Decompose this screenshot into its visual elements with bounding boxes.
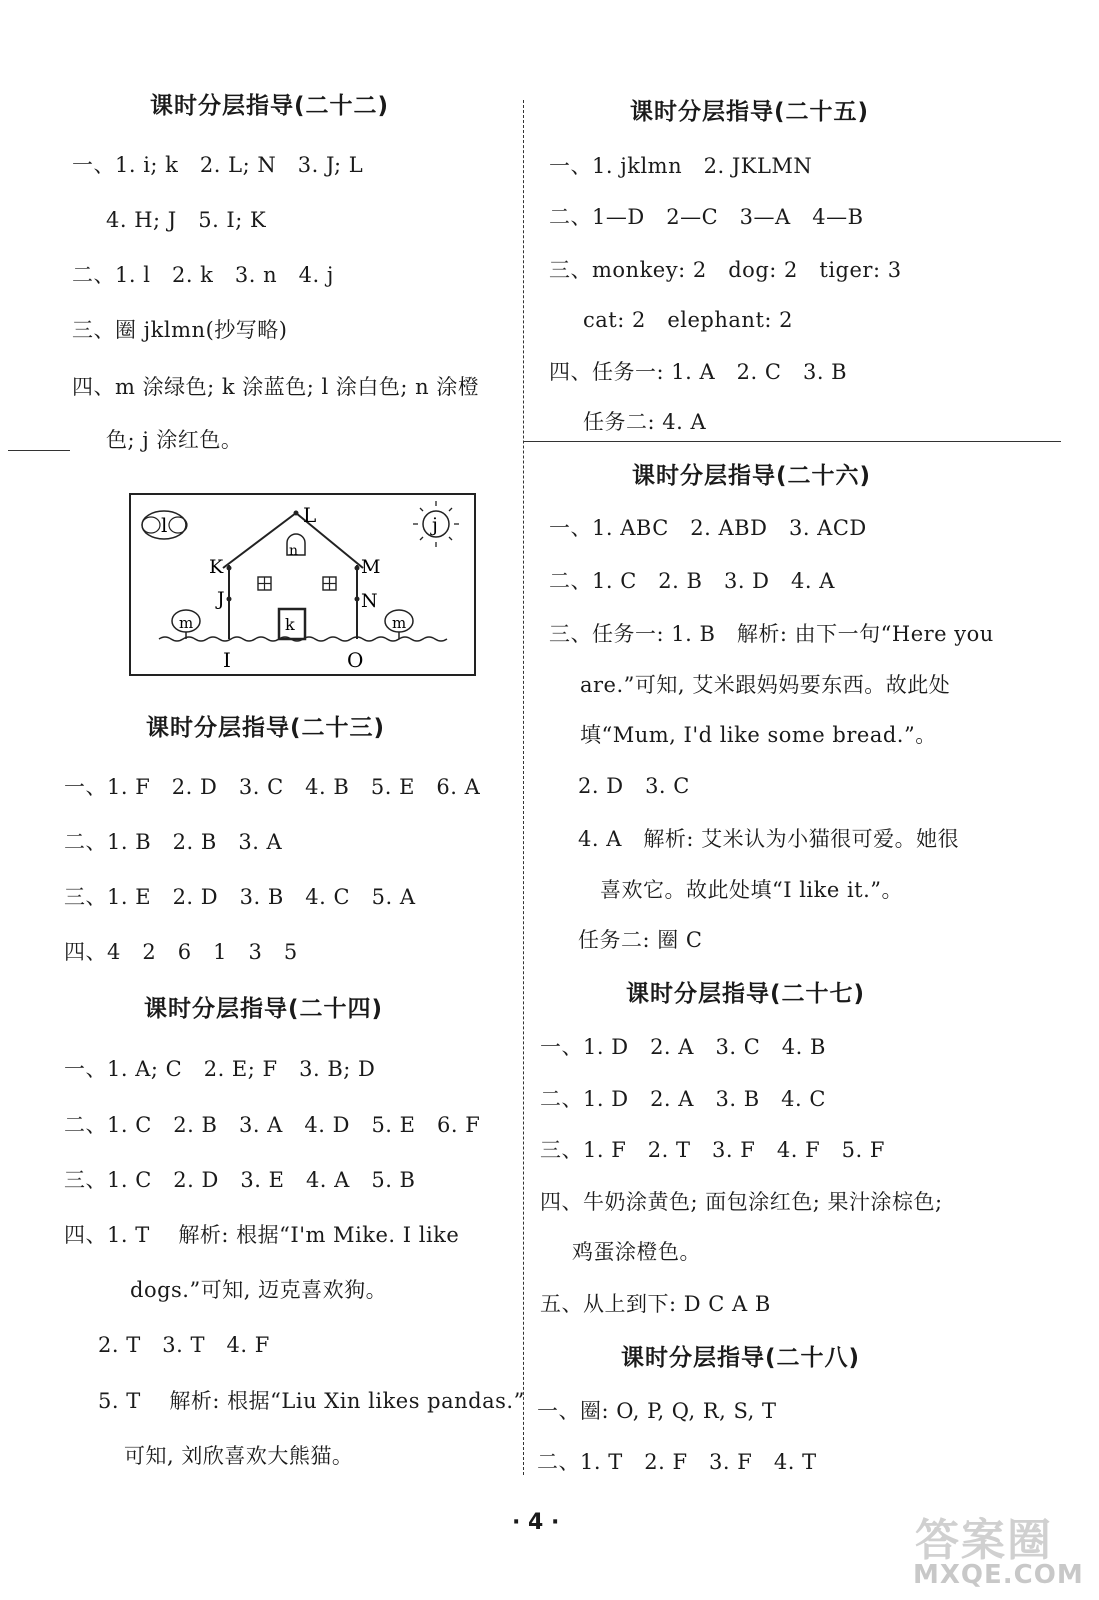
- tree-right-icon: [385, 610, 413, 639]
- label-bottom-right: O: [347, 648, 364, 672]
- answer-line: cat: 2 elephant: 2: [583, 308, 793, 332]
- house-illustration: [129, 493, 476, 676]
- answer-line: 二、1—D 2—C 3—A 4—B: [549, 205, 864, 229]
- answer-line: 一、1. A; C 2. E; F 3. B; D: [64, 1057, 376, 1081]
- answer-line: are.”可知, 艾米跟妈妈要东西。故此处: [580, 673, 951, 697]
- answer-line: 四、牛奶涂黄色; 面包涂红色; 果汁涂棕色;: [540, 1190, 943, 1214]
- section-title-27: 课时分层指导(二十七): [626, 981, 866, 1007]
- answer-line: 三、圈 jklmn(抄写略): [72, 318, 288, 342]
- answer-line: 一、1. i; k 2. L; N 3. J; L: [72, 153, 364, 177]
- site-watermark: [909, 1504, 1089, 1594]
- answer-line: 四、m 涂绿色; k 涂蓝色; l 涂白色; n 涂橙: [72, 375, 480, 399]
- label-left-lower: J: [217, 588, 225, 610]
- section-title-28: 课时分层指导(二十八): [621, 1345, 861, 1371]
- answer-line: 三、任务一: 1. B 解析: 由下一句“Here you: [549, 622, 994, 646]
- label-right-upper: M: [361, 556, 381, 578]
- watermark-url: MXQE.COM: [913, 1560, 1084, 1590]
- page-number: · 4 ·: [512, 1510, 560, 1535]
- section-title-26: 课时分层指导(二十六): [632, 463, 872, 489]
- answer-line: 4. H; J 5. I; K: [106, 208, 267, 232]
- answer-line: 二、1. l 2. k 3. n 4. j: [72, 263, 334, 287]
- ground-line: [159, 637, 447, 641]
- answer-line: 4. A 解析: 艾米认为小猫很可爱。她很: [578, 827, 960, 851]
- answer-line: 任务二: 圈 C: [578, 928, 703, 952]
- answer-line: 鸡蛋涂橙色。: [572, 1240, 701, 1264]
- label-right-lower: N: [361, 590, 378, 612]
- answer-line: 四、1. T 解析: 根据“I'm Mike. I like: [64, 1223, 460, 1247]
- answer-line: 任务二: 4. A: [583, 410, 707, 434]
- section-title-25: 课时分层指导(二十五): [630, 99, 870, 125]
- answer-line: 色; j 涂红色。: [106, 428, 243, 452]
- label-top: L: [303, 503, 317, 527]
- answer-line: 一、1. D 2. A 3. C 4. B: [540, 1035, 826, 1059]
- column-divider: [523, 100, 524, 1475]
- answer-line: 一、1. ABC 2. ABD 3. ACD: [549, 516, 867, 540]
- answer-line: 喜欢它。故此处填“I like it.”。: [600, 878, 904, 902]
- answer-line: 四、任务一: 1. A 2. C 3. B: [549, 360, 848, 384]
- watermark-logo: 答案圈: [915, 1515, 1053, 1566]
- answer-line: 三、1. E 2. D 3. B 4. C 5. A: [64, 885, 416, 909]
- section-title-24: 课时分层指导(二十四): [144, 996, 384, 1022]
- answer-line: 填“Mum, I'd like some bread.”。: [580, 723, 937, 747]
- answer-line: 一、圈: O, P, Q, R, S, T: [537, 1399, 777, 1423]
- answer-line: 2. D 3. C: [578, 774, 690, 798]
- section-title-23: 课时分层指导(二十三): [146, 715, 386, 741]
- answer-line: 可知, 刘欣喜欢大熊猫。: [124, 1444, 354, 1468]
- door-letter: k: [285, 615, 295, 634]
- cloud-letter: l: [161, 513, 168, 537]
- answer-line: 二、1. T 2. F 3. F 4. T: [537, 1450, 817, 1474]
- right-section-rule: [523, 441, 1061, 442]
- answer-line: 二、1. C 2. B 3. D 4. A: [549, 569, 835, 593]
- sun-icon: [413, 501, 459, 547]
- tree-right-letter: m: [392, 614, 407, 632]
- tree-left-letter: m: [179, 614, 194, 632]
- cloud-icon: [142, 511, 187, 539]
- answer-line: dogs.”可知, 迈克喜欢狗。: [130, 1278, 388, 1302]
- answer-line: 二、1. D 2. A 3. B 4. C: [540, 1087, 826, 1111]
- window-letter: n: [289, 543, 299, 559]
- section-title-22: 课时分层指导(二十二): [150, 93, 390, 119]
- label-bottom-left: I: [223, 648, 231, 672]
- answer-line: 二、1. B 2. B 3. A: [64, 830, 283, 854]
- tree-left-icon: [172, 610, 200, 639]
- answer-line: 二、1. C 2. B 3. A 4. D 5. E 6. F: [64, 1113, 481, 1137]
- answer-line: 三、monkey: 2 dog: 2 tiger: 3: [549, 258, 902, 282]
- answer-line: 三、1. C 2. D 3. E 4. A 5. B: [64, 1168, 416, 1192]
- answer-line: 一、1. F 2. D 3. C 4. B 5. E 6. A: [64, 775, 481, 799]
- answer-line: 三、1. F 2. T 3. F 4. F 5. F: [540, 1138, 885, 1162]
- answer-line: 2. T 3. T 4. F: [98, 1333, 270, 1357]
- house-drawing: [131, 495, 474, 674]
- answer-line: 5. T 解析: 根据“Liu Xin likes pandas.”: [98, 1389, 525, 1413]
- answer-line: 一、1. jklmn 2. JKLMN: [549, 154, 813, 178]
- sun-letter: j: [432, 514, 438, 536]
- left-section-rule: [8, 450, 70, 451]
- answer-line: 五、从上到下: D C A B: [540, 1292, 771, 1316]
- house-icon: [223, 511, 363, 640]
- label-left-upper: K: [209, 556, 224, 578]
- answer-line: 四、4 2 6 1 3 5: [64, 940, 298, 964]
